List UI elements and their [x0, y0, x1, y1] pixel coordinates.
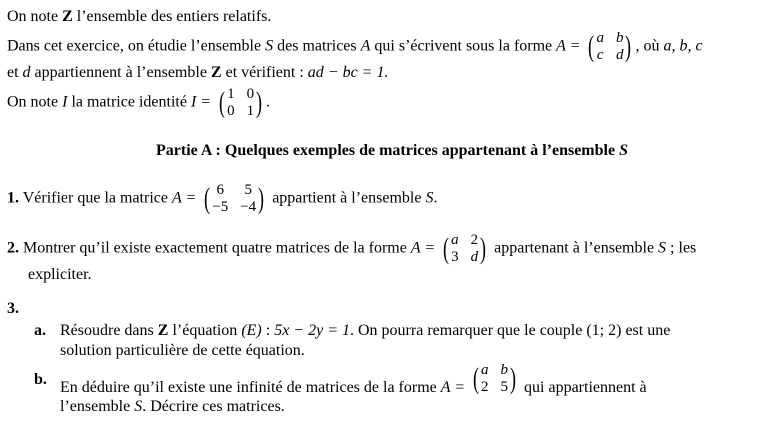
- cell: −4: [240, 199, 257, 215]
- intro-line-2: [7, 30, 703, 64]
- text: On note: [7, 8, 63, 25]
- cell: a: [451, 232, 459, 248]
- couple: (1; 2): [586, 322, 622, 339]
- text: Résoudre dans: [60, 322, 158, 339]
- text: l’ensemble: [60, 398, 135, 415]
- cell: 1: [246, 103, 255, 119]
- cell: 1: [227, 86, 235, 102]
- var-S: S: [134, 398, 143, 415]
- text: expliciter.: [28, 266, 92, 283]
- equation-A: A =: [410, 239, 436, 257]
- text: appartiennent à l’ensemble: [30, 64, 211, 81]
- cell: 6: [216, 182, 224, 198]
- question-1: [7, 182, 437, 216]
- text: . Décrire ces matrices.: [142, 398, 285, 415]
- intro-line-4: [7, 86, 270, 120]
- text: qui appartiennent à: [520, 378, 647, 396]
- text: l’ensemble des entiers relatifs.: [72, 8, 272, 25]
- set-Z: Z: [210, 64, 222, 81]
- text: appartenant à l’ensemble: [490, 239, 659, 257]
- text: des matrices: [273, 37, 361, 55]
- question-number: 2.: [7, 239, 19, 257]
- cell: a: [481, 362, 489, 378]
- intro-line-3: [7, 64, 388, 82]
- cell: b: [615, 30, 624, 46]
- question-3a: [34, 322, 46, 340]
- text: ; les: [666, 239, 697, 257]
- title-text: Partie A : Quelques exemples de matrices appartenant à l’ensemble: [156, 142, 620, 159]
- question-number: 3.: [7, 300, 19, 317]
- set-Z: Z: [62, 8, 73, 25]
- cell: 3: [451, 249, 459, 265]
- subquestion-number: a.: [34, 322, 46, 339]
- question-2: [7, 232, 696, 266]
- cell: b: [500, 362, 509, 378]
- question-3b-line-1: [60, 362, 647, 396]
- vars: a, b, c: [663, 37, 703, 55]
- text: Montrer qu’il existe exactement quatre matrices de la forme: [23, 239, 411, 257]
- question-number: 1.: [7, 189, 19, 207]
- matrix-abcd: ( a b c d ): [588, 30, 632, 63]
- matrix-q1: ( 6 5 −5 −4 ): [204, 182, 265, 215]
- var-S: S: [425, 189, 434, 207]
- text: .: [266, 93, 271, 111]
- matrix-identity: ( 1 0 0 1 ): [219, 86, 263, 119]
- text: On note: [7, 93, 63, 111]
- equation-A: A =: [440, 378, 466, 396]
- var-I: I: [62, 93, 68, 111]
- intro-line-1: [7, 8, 271, 26]
- text: En déduire qu’il existe une infinité de matrices de la forme: [60, 378, 441, 396]
- text: qui s’écrivent sous la forme: [370, 37, 557, 55]
- section-title: [0, 142, 784, 160]
- var-S: S: [619, 142, 628, 159]
- equation-A: A =: [556, 37, 581, 55]
- cell: a: [596, 30, 604, 46]
- cell: 5: [500, 379, 509, 395]
- cell: d: [470, 249, 479, 265]
- text: :: [261, 322, 275, 339]
- question-3: [7, 300, 19, 318]
- text: et vérifient :: [221, 64, 308, 81]
- matrix-q2: ( a 2 3 d ): [443, 232, 487, 265]
- equation-A: A =: [171, 189, 197, 207]
- text: Vérifier que la matrice: [22, 189, 172, 207]
- question-3a-line-2: [60, 342, 305, 360]
- question-3b-line-2: [60, 398, 285, 416]
- var-S: S: [265, 37, 274, 55]
- cell: 2: [481, 379, 489, 395]
- text: . On pourra remarquer que le couple: [350, 322, 587, 339]
- var-S: S: [658, 239, 667, 257]
- text: Dans cet exercice, on étudie l’ensemble: [7, 37, 266, 55]
- text: , où: [635, 37, 664, 55]
- subquestion-number: b.: [34, 371, 47, 388]
- cell: 0: [227, 103, 235, 119]
- condition: ad − bc = 1.: [307, 64, 389, 81]
- cell: c: [596, 47, 604, 63]
- text: la matrice identité: [67, 93, 191, 111]
- text: l’équation: [168, 322, 242, 339]
- question-3b: [34, 371, 47, 389]
- text: est une: [621, 322, 671, 339]
- question-3a-line-1: [60, 322, 670, 340]
- cell: −5: [212, 199, 229, 215]
- text: et: [7, 64, 23, 81]
- question-2-line-2: [28, 266, 92, 284]
- cell: d: [615, 47, 624, 63]
- cell: 5: [244, 182, 252, 198]
- text: solution particulière de cette équation.: [60, 342, 305, 359]
- var-d: d: [22, 64, 31, 81]
- set-Z: Z: [157, 322, 169, 339]
- text: .: [433, 189, 438, 207]
- cell: 2: [470, 232, 479, 248]
- cell: 0: [246, 86, 255, 102]
- var-A: A: [360, 37, 371, 55]
- text: appartient à l’ensemble: [268, 189, 426, 207]
- matrix-q3b: ( a b 2 5 ): [473, 362, 517, 395]
- equation: 5x − 2y = 1: [274, 322, 350, 339]
- equation-name: (E): [241, 322, 262, 339]
- equation-I: I =: [190, 93, 212, 111]
